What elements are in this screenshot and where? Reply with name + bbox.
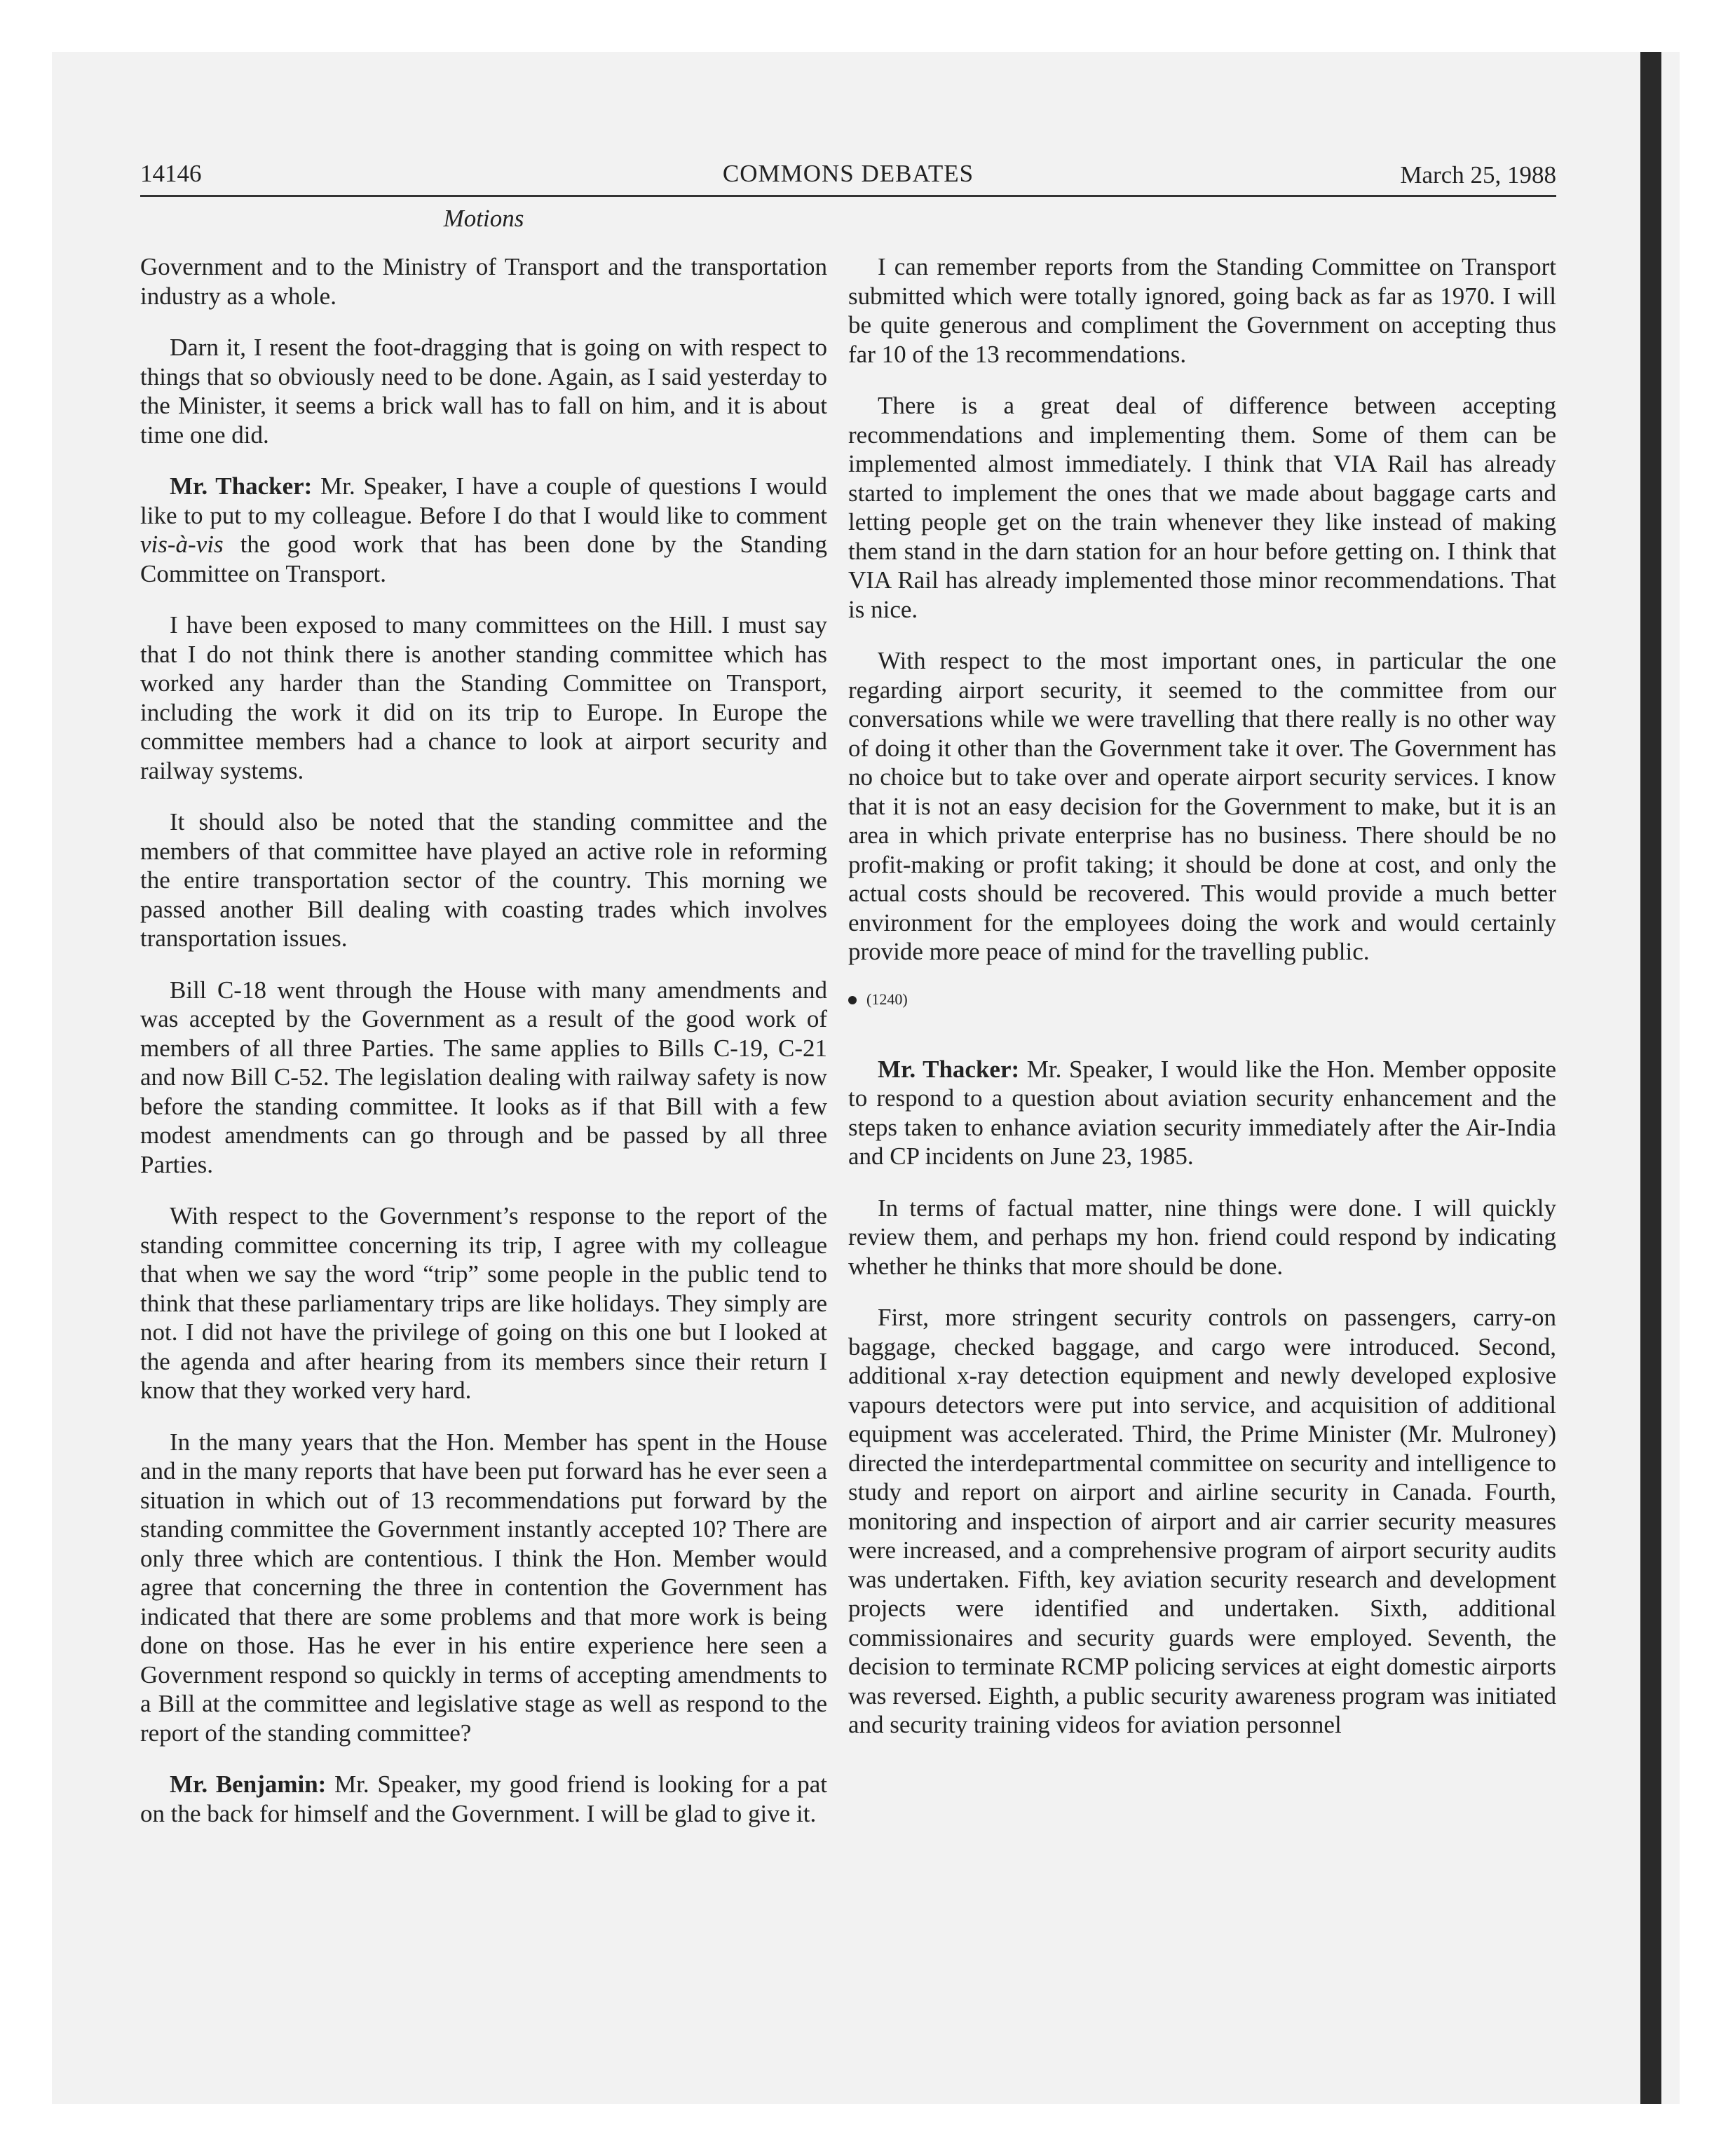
paragraph-text: Mr. Speaker, I have a couple of questions I would like to put to my colleague. Before I do that I would like to comment xyxy=(140,472,827,529)
publication-title: COMMONS DEBATES xyxy=(722,160,974,187)
paragraph: I can remember reports from the Standing Committee on Transport submitted which were totally ignored, going back as far as 1970. I will be quite generous and compliment the Government on accepting thus far 10 of the 13 recommendations. xyxy=(848,253,1556,368)
paragraph: With respect to the most important ones, in particular the one regarding airport security, it seemed to the committee from our conversations while we were travelling that there really is no other way of doing it other than the Government take it over. The Government has no choice but to take over and operate airport security services. I know that it is not an easy decision for the Government to make, but it is an area in which private enterprise has no business. There should be no profit-making or profit taking; it should be done at cost, and only the actual costs should be recovered. This would provide a much better environment for the employees doing the work and would certainly provide more peace of mind for the travelling public. xyxy=(848,647,1556,965)
paragraph: Government and to the Ministry of Transport and the transportation industry as a whole. xyxy=(140,253,827,310)
time-marker-text: (1240) xyxy=(866,990,908,1008)
paragraph: There is a great deal of difference between accepting recommendations and implementing them. Some of them can be implemented almost immediately. I think that VIA Rail has already started to implement the ones that we made about baggage carts and letting people get on the train whenever they like instead of making them stand in the darn station for an hour before getting on. I think that VIA Rail has already implemented those minor recommendations. That is nice. xyxy=(848,392,1556,623)
page-number: 14146 xyxy=(140,160,202,187)
paragraph xyxy=(848,1055,1556,1171)
speaker-name: Mr. Benjamin: xyxy=(170,1770,327,1798)
paragraph: In terms of factual matter, nine things were done. I will quickly review them, and perhaps my hon. friend could respond by indicating whether he thinks that more should be done. xyxy=(848,1194,1556,1280)
bullet-icon xyxy=(848,996,857,1004)
paragraph xyxy=(140,1770,827,1828)
speaker-name: Mr. Thacker: xyxy=(170,472,313,500)
paragraph: First, more stringent security controls on passengers, carry-on baggage, checked baggage, and cargo were introduced. Second, additional x-ray detection equipment and newly developed explosive vapours detectors were put into service, and acquisition of additional equipment was accelerated. Third, the Prime Minister (Mr. Mulroney) directed the interdepartmental committee on security and intelligence to study and report on airport and airline security in Canada. Fourth, monitoring and inspection of airport and air carrier security measures were increased, and a comprehensive program of airport security audits was undertaken. Fifth, key aviation security research and development projects were identified and undertaken. Sixth, additional commissionaires and security guards were employed. Seventh, the decision to terminate RCMP policing services at eight domestic airports was reversed. Eighth, a public security awareness program was initiated and security training videos for aviation personnel xyxy=(848,1304,1556,1738)
paragraph: I have been exposed to many committees on the Hill. I must say that I do not think there is another standing committee which has worked any harder than the Standing Committee on Transport, including the work it did on its trip to Europe. In Europe the committee members had a chance to look at airport security and railway systems. xyxy=(140,611,827,784)
paragraph: Bill C-18 went through the House with many amendments and was accepted by the Government as a result of the good work of members of all three Parties. The same applies to Bills C-19, C-21 and now Bill C-52. The legislation dealing with railway safety is now before the standing committee. It looks as if that Bill with a few modest amendments can go through and be passed by all three Parties. xyxy=(140,976,827,1178)
paragraph: In the many years that the Hon. Member has spent in the House and in the many reports that have been put forward has he ever seen a situation in which out of 13 recommendations put forward by the standing committee the Government instantly accepted 10? There are only three which are contentious. I think the Hon. Member would agree that concerning the three in contention the Government has indicated that there are some problems and that more work is being done on those. Has he ever in his entire experience here seen a Government respond so quickly in terms of accepting amendments to a Bill at the committee and legislative stage as well as respond to the report of the standing committee? xyxy=(140,1428,827,1747)
publication-date: March 25, 1988 xyxy=(1400,161,1556,189)
paragraph: It should also be noted that the standing committee and the members of that committee have played an active role in reforming the entire transportation sector of the country. This morning we passed another Bill dealing with coasting trades which involves transportation issues. xyxy=(140,808,827,952)
time-marker xyxy=(848,989,1556,1010)
italic-phrase: vis-à-vis xyxy=(140,531,224,558)
paragraph-text: the good work that has been done by the Standing Committee on Transport. xyxy=(140,531,827,587)
paragraph xyxy=(140,472,827,588)
paragraph-text: Mr. Speaker, I would like the Hon. Member opposite to respond to a question about aviation security enhancement and the steps taken to enhance aviation security immediately after the Air-India and CP incidents on June 23, 1985. xyxy=(848,1055,1557,1170)
left-column xyxy=(140,252,827,1850)
right-column xyxy=(848,252,1556,1762)
paragraph: With respect to the Government’s response to the report of the standing committee concerning its trip, I agree with my colleague that when we say the word “trip” some people in the public tend to think that these parliamentary trips are like holidays. They simply are not. I did not have the privilege of going on this one but I looked at the agenda and after hearing from its members since their return I know that they worked very hard. xyxy=(140,1202,827,1404)
scan-edge-shadow xyxy=(1640,52,1661,2104)
paragraph: Darn it, I resent the foot-dragging that is going on with respect to things that so obviously need to be done. Again, as I said yesterday to the Minister, it seems a brick wall has to fall on him, and it is about time one did. xyxy=(140,334,827,449)
speaker-name: Mr. Thacker: xyxy=(878,1055,1020,1083)
page-header xyxy=(140,160,1556,197)
paragraph-text: Mr. Speaker, my good friend is looking for a pat on the back for himself and the Government. I will be glad to give it. xyxy=(140,1770,828,1827)
section-label: Motions xyxy=(443,205,524,232)
